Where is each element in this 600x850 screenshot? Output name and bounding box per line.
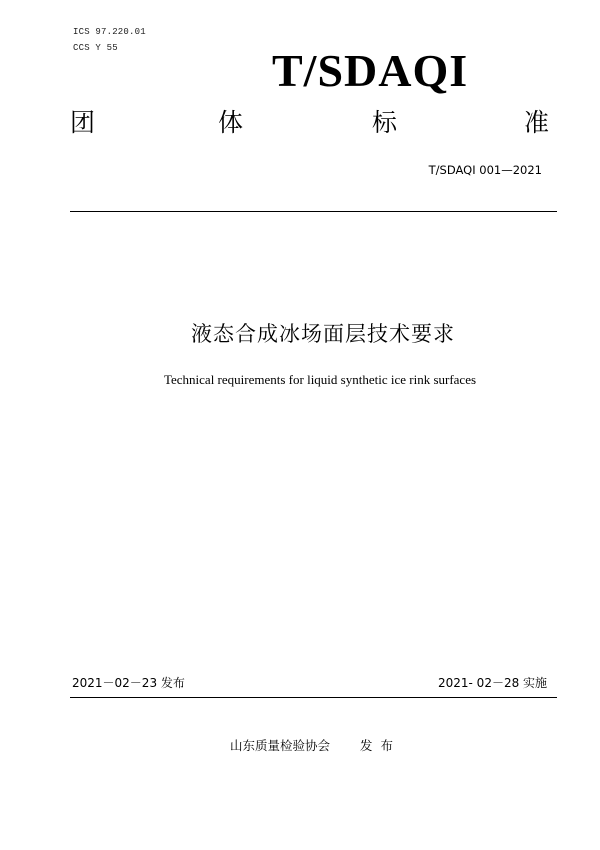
- header-rule: [70, 211, 557, 212]
- document-title-chinese: 液态合成冰场面层技术要求: [191, 322, 455, 346]
- document-title-english: Technical requirements for liquid synthetic ice rink surfaces: [163, 372, 477, 387]
- ics-code: ICS 97.220.01: [73, 27, 146, 37]
- publish-date: 2021－02－23 发布: [72, 676, 185, 690]
- standard-type-char-2: 体: [218, 108, 244, 137]
- publish-label: 发布: [360, 738, 402, 753]
- standard-type-char-4: 准: [524, 108, 550, 137]
- ccs-code: CCS Y 55: [73, 43, 118, 53]
- standard-type-char-1: 团: [70, 108, 96, 137]
- publisher-name: 山东质量检验协会: [230, 738, 331, 753]
- footer-rule: [70, 697, 557, 698]
- standard-logo: T/SDAQI: [272, 45, 469, 96]
- standard-type-char-3: 标: [372, 108, 398, 137]
- implement-date: 2021- 02－28 实施: [438, 676, 548, 690]
- standard-number: T/SDAQI 001—2021: [428, 163, 542, 177]
